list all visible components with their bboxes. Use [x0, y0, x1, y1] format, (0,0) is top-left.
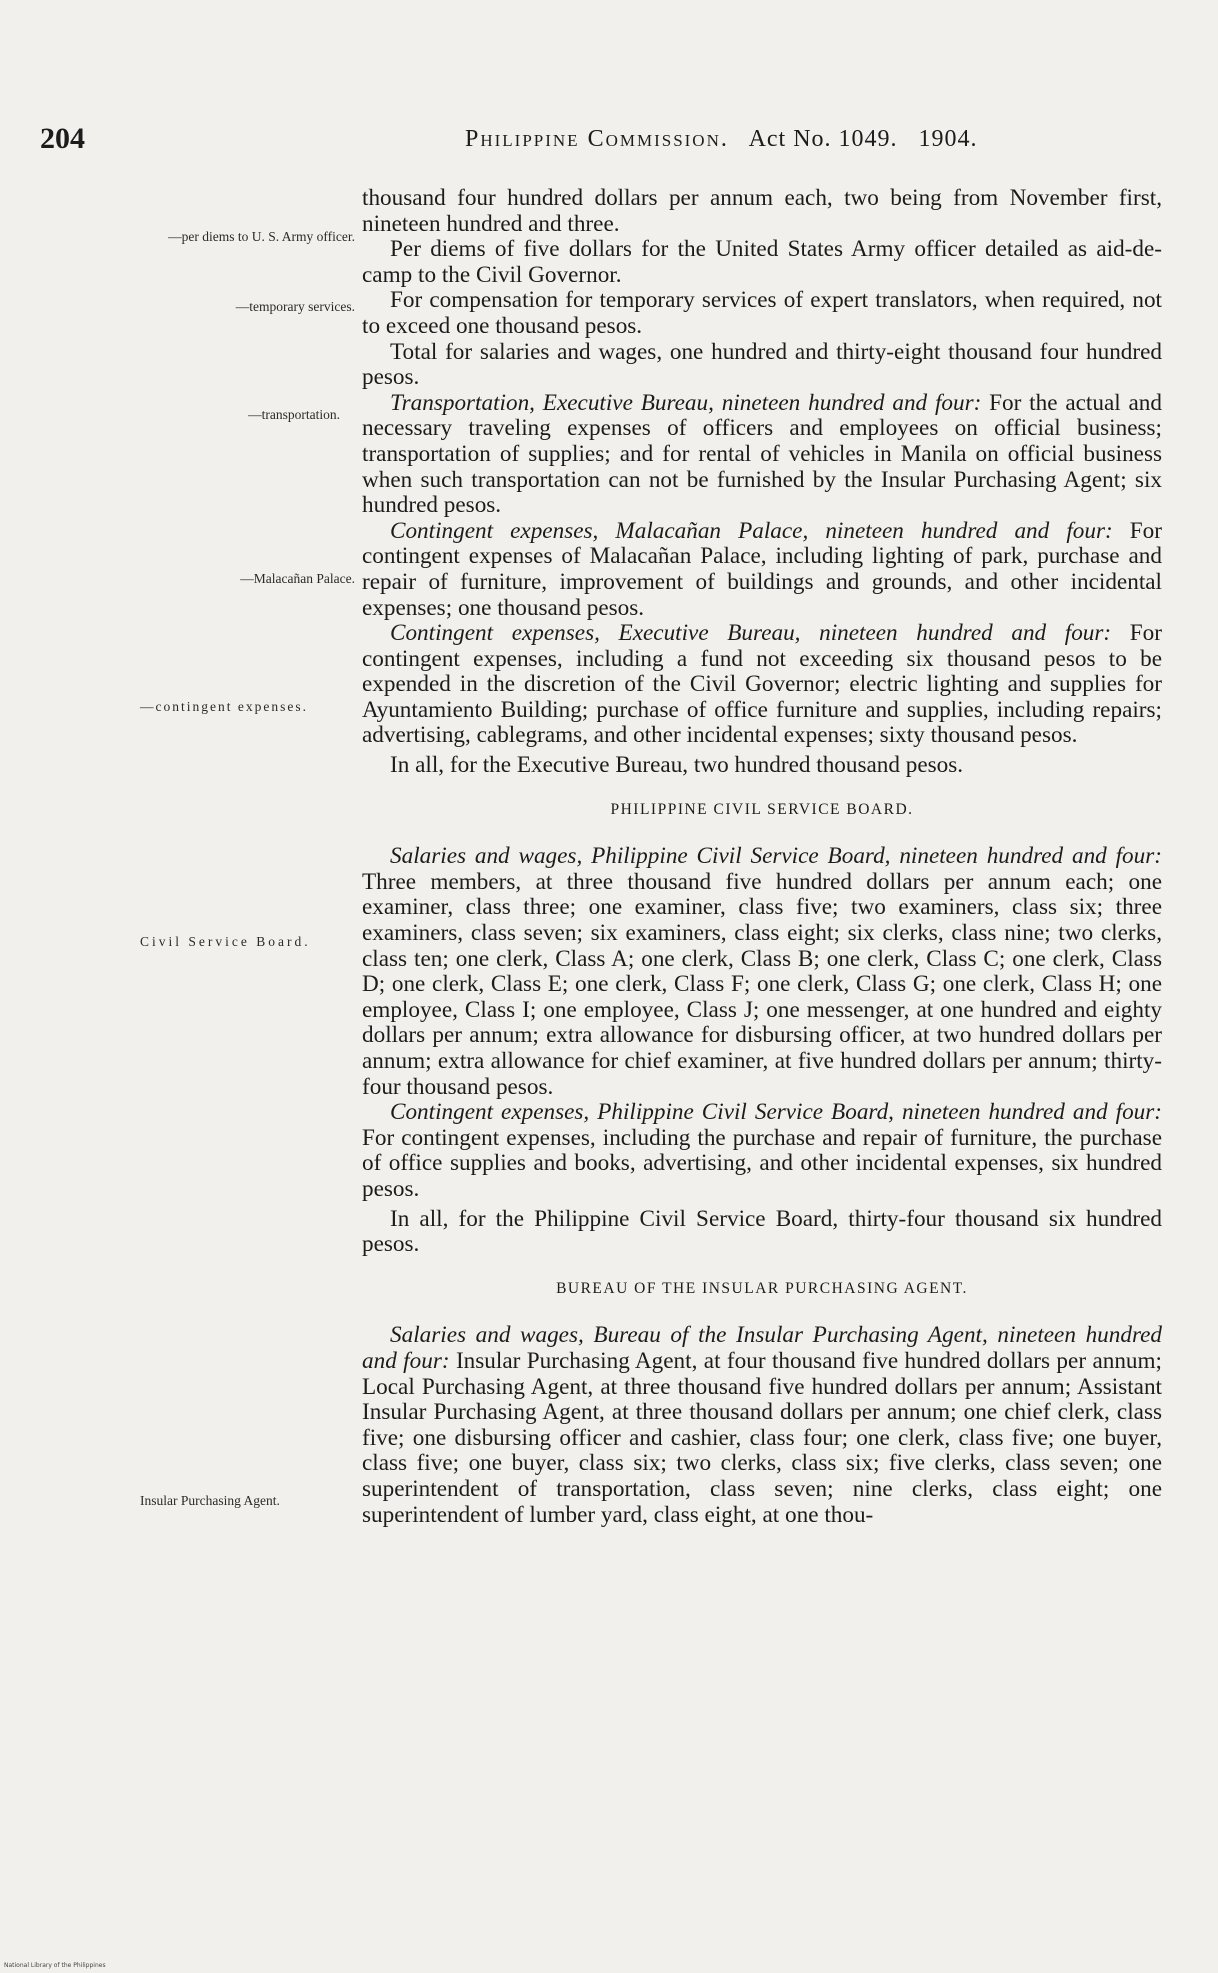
running-head-year: 1904. [918, 126, 978, 152]
paragraph: thousand four hundred dollars per annum each, two being from November first, nineteen hundred and three. [362, 185, 1162, 237]
margin-note-transportation: —transportation. [248, 407, 340, 422]
paragraph [362, 519, 1162, 621]
paragraph: For compensation for temporary services of expert translators, when required, not to exceed one thousand pesos. [362, 287, 1162, 339]
paragraph [362, 391, 1162, 519]
paragraph-heading: Contingent expenses, Executive Bureau, nineteen hundred and four: [390, 620, 1112, 647]
running-head-title: Philippine Commission. [465, 126, 729, 152]
body-text [362, 186, 1162, 1528]
footer-note: National Library of the Philippines [4, 1962, 106, 1969]
paragraph-text: For the actual and necessary traveling expenses of officers and employees on official business; transportation of supplies; and for rental of vehicles in Manila on official business when such transportation can not be furnished by the Insular Purchasing Agent; six hundred pesos. [362, 389, 1162, 519]
paragraph-text: Three members, at three thousand five hundred dollars per annum each; one examiner, class three; one examiner, class five; two examiners, class six; three examiners, class seven; six examiners, class eight; six clerks, class nine; two clerks, class ten; one clerk, Class A; one clerk, Class B; one clerk, Class C; one clerk, Class D; one clerk, Class E; one clerk, Class F; one clerk, Class G; one clerk, Class H; one employee, Class I; one employee, Class J; one messenger, at one hundred and eighty dollars per annum; extra allowance for disbursing officer, at two hundred dollars per annum; extra allowance for chief examiner, at five hundred dollars per annum; thirty-four thousand pesos. [362, 868, 1162, 1100]
paragraph: Per diems of five dollars for the United States Army officer detailed as aid-de-camp to the Civil Governor. [362, 236, 1162, 288]
paragraph-text: For contingent expenses of Malacañan Palace, including lighting of park, purchase and repair of furniture, improvement of buildings and grounds, and other incidental expenses; one thousand pesos. [362, 517, 1162, 621]
paragraph [362, 844, 1162, 1100]
paragraph-heading: Transportation, Executive Bureau, nineteen hundred and four: [390, 389, 982, 416]
paragraph-heading: Salaries and wages, Philippine Civil Service Board, nineteen hundred and four: [390, 843, 1162, 870]
paragraph [362, 621, 1162, 749]
paragraph [362, 1100, 1162, 1202]
paragraph: Total for salaries and wages, one hundred and thirty-eight thousand four hundred pesos. [362, 338, 1162, 391]
margin-note-malacanan: —Malacañan Palace. [240, 571, 355, 586]
margin-note-contingent: —contingent expenses. [140, 699, 308, 714]
page-number: 204 [40, 122, 85, 155]
margin-note-temporary: —temporary services. [235, 299, 355, 314]
paragraph-text: For contingent expenses, including the purchase and repair of furniture, the purchase of office supplies and books, advertising, and other incidental expenses, six hundred pesos. [362, 1124, 1162, 1202]
paragraph-heading: Contingent expenses, Malacañan Palace, nineteen hundred and four: [390, 517, 1113, 544]
paragraph [362, 1323, 1162, 1528]
margin-note-per-diems: —per diems to U. S. Army officer. [168, 229, 355, 244]
margin-note-civil-service: Civil Service Board. [140, 934, 311, 949]
paragraph-heading: Contingent expenses, Philippine Civil Service Board, nineteen hundred and four: [390, 1099, 1162, 1126]
paragraph-heading: Salaries and wages, Bureau of the Insular Purchasing Agent, nineteen hundred and four: [362, 1322, 1162, 1374]
section-heading: PHILIPPINE CIVIL SERVICE BOARD. [610, 800, 914, 818]
section-heading: BUREAU OF THE INSULAR PURCHASING AGENT. [556, 1279, 968, 1297]
running-head-act: Act No. 1049. [748, 126, 898, 152]
running-head [465, 126, 978, 153]
margin-note-insular: Insular Purchasing Agent. [140, 1493, 280, 1508]
paragraph: In all, for the Philippine Civil Service Board, thirty-four thousand six hundred pesos. [362, 1205, 1162, 1258]
paragraph-text: For contingent expenses, including a fund not exceeding six thousand pesos to be expended in the discretion of the Civil Governor; electric lighting and supplies for Ayuntamiento Building; purchase of office furniture and supplies, including repairs; advertising, cablegrams, and other incidental expenses; sixty thousand pesos. [362, 620, 1162, 749]
paragraph-text: Insular Purchasing Agent, at four thousand five hundred dollars per annum; Local Purchasing Agent, at three thousand five hundred dollars per annum; Assistant Insular Purchasing Agent, at three thousand dollars per annum; one chief clerk, class five; one disbursing officer and cashier, class four; one clerk, class five; one buyer, class five; one buyer, class six; two clerks, class six; five clerks, class seven; one superintendent of transportation, class seven; nine clerks, class eight; one superintendent of lumber yard, class eight, at one thou- [362, 1347, 1162, 1528]
paragraph: In all, for the Executive Bureau, two hundred thousand pesos. [390, 752, 964, 779]
